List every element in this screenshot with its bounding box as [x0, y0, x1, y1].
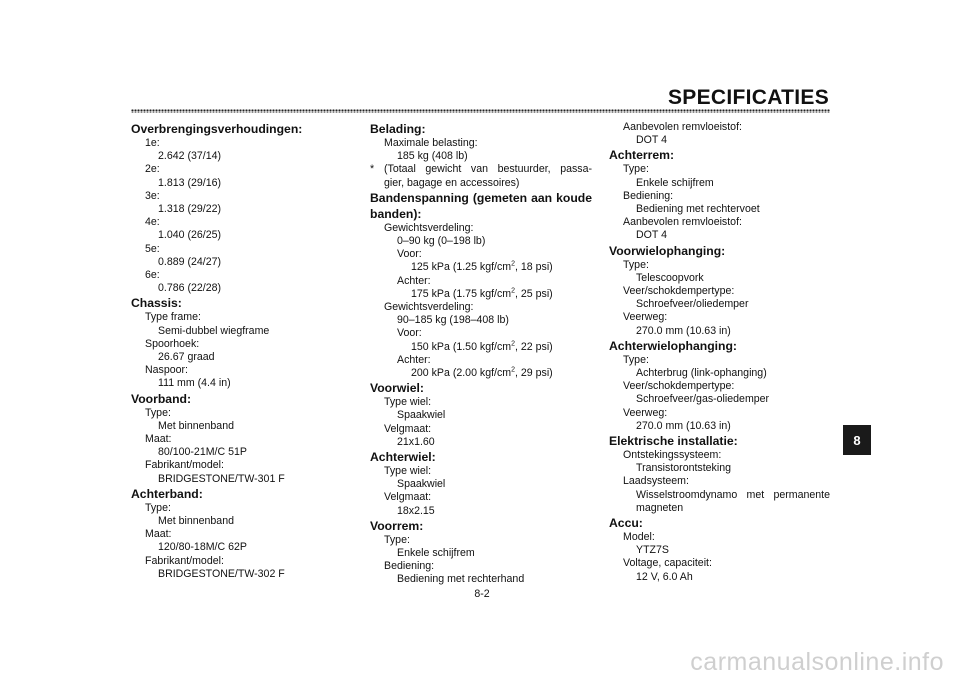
spec-label: Type: [145, 406, 171, 419]
spec-label: Achter: [397, 274, 431, 287]
spec-label: Type wiel: [384, 396, 432, 409]
spec-column-3 [609, 121, 830, 584]
spec-value: 26.67 graad [158, 351, 215, 364]
section-heading-transmission: Overbrengingsverhoudingen: [131, 122, 303, 136]
spec-value: 270.0 mm (10.63 in) [636, 324, 731, 337]
spec-value: Achterbrug (link-ophanging) [636, 367, 767, 380]
note-text-line1: (Totaal gewicht van bestuurder, passa- [384, 163, 592, 176]
spec-label: Maat: [145, 528, 172, 541]
spec-value: DOT 4 [636, 134, 668, 147]
spec-value: 0.889 (24/27) [158, 255, 222, 268]
spec-label: Type wiel: [384, 465, 432, 478]
section-heading-rear-brake: Achterrem: [609, 148, 675, 163]
spec-value: 2.642 (37/14) [158, 150, 222, 163]
spec-value: Bediening met rechtervoet [636, 203, 760, 216]
spec-label: Type: [384, 533, 410, 546]
spec-value: 1.318 (29/22) [158, 203, 222, 216]
spec-label: Velgmaat: [384, 422, 432, 435]
spec-label: Achter: [397, 353, 431, 366]
spec-value: Spaakwiel [397, 409, 446, 422]
section-heading-front-tire: Voorband: [131, 391, 192, 406]
spec-value: 21x1.60 [397, 435, 435, 448]
spec-value: 90–185 kg (198–408 lb) [397, 314, 509, 327]
spec-label: Bediening: [623, 189, 674, 202]
spec-label: Gewichtsverdeling: [384, 221, 474, 234]
spec-value: Semi-dubbel wiegframe [158, 324, 270, 337]
spec-label: Gewichtsverdeling: [384, 301, 474, 314]
spec-value: 80/100-21M/C 51P [158, 446, 247, 459]
spec-value: Schroefveer/gas-oliedemper [636, 393, 770, 406]
spec-label: Type: [145, 501, 171, 514]
spec-column-2 [370, 121, 592, 587]
spec-label: 1e: [145, 137, 160, 149]
section-heading-chassis: Chassis: [131, 296, 182, 311]
spec-value: 1.040 (26/25) [158, 229, 222, 242]
spec-label: 5e: [145, 242, 160, 255]
section-heading-front-suspension: Voorwielophanging: [609, 243, 726, 258]
section-heading-rear-tire: Achterband: [131, 486, 203, 501]
spec-value: 1.813 (29/16) [158, 176, 222, 189]
spec-value: 125 kPa (1.25 kgf/$cm^2$, 18 psi) [411, 260, 553, 274]
spec-label: Voor: [397, 327, 422, 340]
section-heading-battery: Accu: [609, 516, 643, 531]
spec-value: Schroefveer/oliedemper [636, 298, 749, 311]
spec-value: 120/80-18M/C 62P [158, 541, 247, 554]
note-asterisk: * [370, 163, 375, 176]
page-title: SPECIFICATIES [667, 86, 829, 109]
spec-value: Enkele schijfrem [636, 176, 714, 189]
spec-value: 150 kPa (1.50 kgf/$cm^2$, 22 psi) [411, 340, 553, 353]
section-heading-front-wheel: Voorwiel: [370, 381, 424, 396]
spec-label: Velgmaat: [384, 491, 432, 504]
spec-value: BRIDGESTONE/TW-302 F [158, 567, 285, 580]
spec-label: Type: [623, 258, 649, 271]
spec-label: Aanbevolen remvloeistof: [623, 121, 742, 133]
spec-label: Spoorhoek: [145, 337, 200, 350]
load-note [370, 163, 592, 176]
spec-label: 3e: [145, 189, 160, 202]
section-heading-electrical: Elektrische installatie: [609, 434, 738, 449]
section-heading-front-brake: Voorrem: [370, 518, 424, 533]
spec-value: 185 kg (408 lb) [397, 150, 468, 163]
spec-label: Maximale belasting: [384, 137, 478, 149]
spec-label: Voltage, capaciteit: [623, 557, 712, 570]
spec-label: Veer/schokdempertype: [623, 285, 735, 298]
spec-value: Telescoopvork [636, 271, 704, 284]
spec-value: 111 mm (4.4 in) [158, 377, 231, 390]
spec-value: 0–90 kg (0–198 lb) [397, 235, 486, 248]
spec-label: Model: [623, 531, 655, 544]
spec-value: Wisselstroomdynamo met permanente [636, 488, 830, 501]
spec-label: Naspoor: [145, 364, 188, 377]
spec-value: Met binnenband [158, 419, 234, 432]
spec-value: 270.0 mm (10.63 in) [636, 419, 731, 432]
spec-label: Voor: [397, 248, 422, 261]
spec-value: DOT 4 [636, 229, 668, 242]
spec-label: 2e: [145, 163, 160, 176]
spec-label: Fabrikant/model: [145, 554, 224, 567]
spec-value: 0.786 (22/28) [158, 282, 222, 295]
spec-value: 18x2.15 [397, 504, 435, 517]
spec-column-1 [131, 121, 351, 581]
spec-label: Type: [623, 353, 649, 366]
section-heading-tire-pressure: Bandenspanning (gemeten aan koude [370, 190, 592, 205]
spec-label: Laadsysteem: [623, 475, 689, 488]
spec-label: Maat: [145, 433, 172, 446]
note-text-line2: gier, bagage en accessoires) [384, 176, 520, 189]
section-heading-rear-suspension: Achterwielophanging: [609, 338, 737, 353]
spec-label: Type: [623, 163, 649, 176]
spec-value: Transistorontsteking [636, 462, 731, 475]
spec-label: 6e: [145, 269, 160, 282]
watermark: carmanualsonline.info [690, 648, 944, 676]
spec-value: Spaakwiel [397, 478, 446, 491]
spec-label: Type frame: [145, 311, 201, 324]
section-heading-rear-wheel: Achterwiel: [370, 450, 436, 465]
spec-value: Enkele schijfrem [397, 547, 475, 560]
spec-label: Fabrikant/model: [145, 459, 224, 472]
spec-value: Met binnenband [158, 515, 234, 528]
spec-value: 200 kPa (2.00 kgf/$cm^2$, 29 psi) [411, 366, 553, 380]
section-heading-load: Belading: [370, 122, 426, 136]
spec-value: 12 V, 6.0 Ah [636, 570, 693, 583]
spec-label: 4e: [145, 216, 160, 229]
section-heading-tire-pressure-cont: banden): [370, 206, 422, 221]
spec-value: 175 kPa (1.75 kgf/$cm^2$, 25 psi) [411, 287, 553, 300]
page-number: 8-2 [474, 588, 490, 600]
spec-label: Veer/schokdempertype: [623, 380, 735, 393]
chapter-tab: 8 [843, 425, 871, 455]
spec-value: BRIDGESTONE/TW-301 F [158, 472, 285, 485]
title-divider [131, 109, 830, 113]
spec-label: Bediening: [384, 560, 435, 573]
spec-value-cont: magneten [636, 501, 684, 514]
spec-label: Veerweg: [623, 406, 668, 419]
spec-label: Veerweg: [623, 311, 668, 324]
spec-value: YTZ7S [636, 544, 669, 557]
spec-label: Ontstekingssysteem: [623, 449, 722, 462]
spec-value: Bediening met rechterhand [397, 573, 525, 586]
spec-label: Aanbevolen remvloeistof: [623, 216, 742, 229]
